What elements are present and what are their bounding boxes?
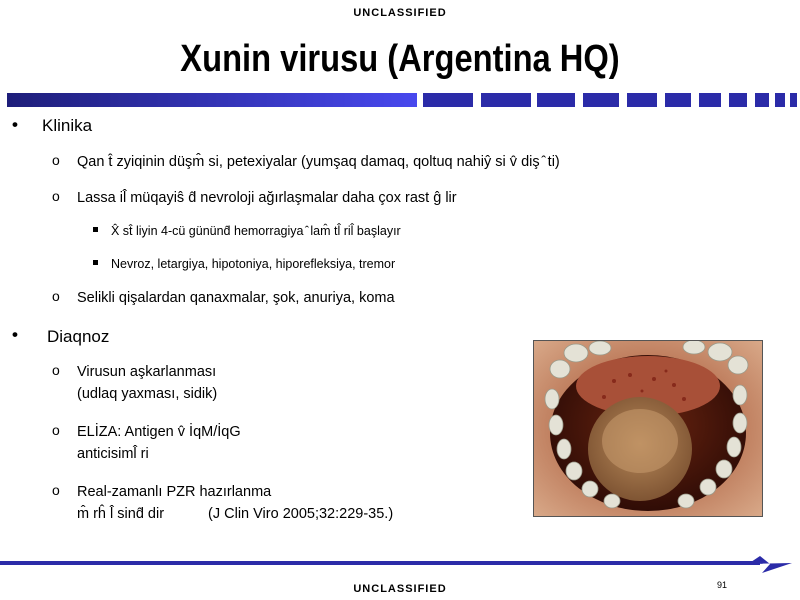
bullet-icon: • (12, 325, 18, 344)
list-item (77, 481, 393, 525)
title-underline-bar (7, 93, 797, 107)
list-item-line: anticisiml̂ ri (77, 446, 149, 462)
arrow-icon (748, 553, 792, 575)
classification-bottom: UNCLASSIFIED (353, 583, 447, 595)
sub-list-item: Nevroz, letargiya, hipotoniya, hiporefleksiya, tremor (111, 257, 396, 271)
square-bullet-icon (93, 260, 98, 265)
citation-text: (J Clin Viro 2005;32:229-35.) (208, 506, 394, 522)
title-bar-block (755, 93, 769, 107)
title-bar-block (537, 93, 575, 107)
bullet-icon: • (12, 115, 18, 134)
title-bar-block (775, 93, 785, 107)
title-bar-block (699, 93, 721, 107)
footer-divider-line (0, 561, 760, 565)
list-item-line: (udlaq yaxması, sidik) (77, 386, 218, 402)
circle-bullet-icon: o (52, 288, 60, 304)
section-heading-diaqnoz: Diaqnoz (47, 327, 110, 346)
title-bar-block (423, 93, 473, 107)
classification-top: UNCLASSIFIED (353, 7, 447, 19)
list-item: Lassa il̂ müqayiŝ d̂ nevroloji ağırlaşmalar daha çox rast ĝ lir (77, 190, 457, 206)
mouth-illustration (534, 341, 762, 516)
slide-title: Xunin virusu (Argentina HQ) (180, 38, 620, 80)
title-bar-block (583, 93, 619, 107)
title-bar-block (790, 93, 797, 107)
circle-bullet-icon: o (52, 152, 60, 168)
sub-list-item: X̂ st̂ liyin 4-cü gününd̂ hemorragiya ̂ lam̂ tl̂ ril̂ başlayır (111, 224, 401, 238)
open-mouth-photo (533, 340, 763, 517)
list-item: Selikli qişalardan qanaxmalar, şok, anuriya, koma (77, 290, 395, 306)
circle-bullet-icon: o (52, 188, 60, 204)
list-item-line (77, 503, 393, 525)
title-bar-gradient (7, 93, 417, 107)
title-bar-block (729, 93, 747, 107)
circle-bullet-icon: o (52, 482, 60, 498)
page-number: 91 (716, 580, 727, 590)
list-item (77, 421, 241, 465)
list-item-line: Virusun aşkarlanması (77, 364, 217, 380)
list-item (77, 361, 217, 405)
list-item: Qan t̂ zyiqinin düşm̂ si, petexiyalar (yumşaq damaq, qoltuq nahiŷ si v̂ diş ̂ ti) (77, 154, 560, 170)
list-item-line: ELİZA: Antigen v̂ İqM/İqG (77, 424, 241, 440)
list-item-text: m̂ rĥ l̂ sind̂ dir (77, 506, 165, 522)
list-item-line: Real-zamanlı PZR hazırlanma (77, 484, 272, 500)
title-bar-block (627, 93, 657, 107)
circle-bullet-icon: o (52, 362, 60, 378)
square-bullet-icon (93, 227, 98, 232)
circle-bullet-icon: o (52, 422, 60, 438)
section-heading-klinika: Klinika (42, 116, 93, 135)
title-bar-block (481, 93, 531, 107)
title-bar-block (665, 93, 691, 107)
